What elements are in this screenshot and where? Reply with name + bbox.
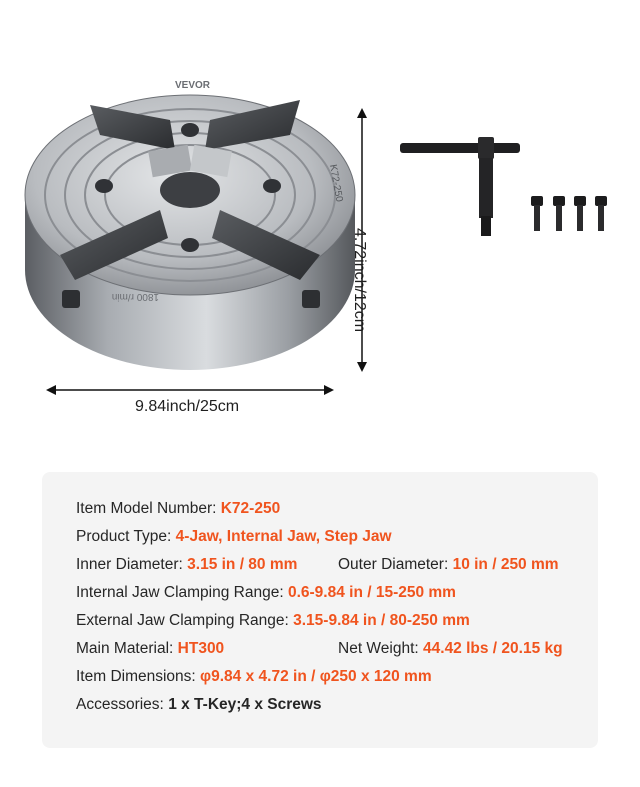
spec-value: 10 in / 250 mm xyxy=(452,556,559,573)
brand-marking: VEVOR xyxy=(175,80,211,91)
spec-label: Product Type: xyxy=(76,528,172,545)
spec-dimensions xyxy=(76,668,432,686)
spec-label: Inner Diameter: xyxy=(76,556,183,573)
center-bore xyxy=(160,172,220,208)
spec-type xyxy=(76,528,392,546)
rpm-marking: 1800 r/min xyxy=(111,291,159,302)
model-marking: K72-250 xyxy=(327,163,345,203)
spec-card xyxy=(42,472,598,748)
spec-label: Outer Diameter: xyxy=(338,556,449,573)
spec-value: 3.15 in / 80 mm xyxy=(187,556,298,573)
spec-accessories xyxy=(76,696,322,714)
spec-label: Main Material: xyxy=(76,640,174,657)
screws-icon xyxy=(531,196,607,231)
spec-label: External Jaw Clamping Range: xyxy=(76,612,289,629)
spec-value: 4-Jaw, Internal Jaw, Step Jaw xyxy=(175,528,392,545)
spec-external-range xyxy=(76,612,470,630)
spec-internal-range xyxy=(76,584,456,602)
spec-label: Item Model Number: xyxy=(76,500,217,517)
spec-outer-diameter xyxy=(338,556,559,574)
width-dimension-label: 9.84inch/25cm xyxy=(135,398,240,415)
spec-model xyxy=(76,500,280,518)
spec-value: HT300 xyxy=(177,640,225,657)
key-socket-left xyxy=(62,290,80,308)
height-dimension-label: 4.72inch/12cm xyxy=(351,228,368,333)
key-socket-right xyxy=(302,290,320,308)
spec-inner-diameter xyxy=(76,556,297,574)
spec-label: Item Dimensions: xyxy=(76,668,196,685)
spec-label: Net Weight: xyxy=(338,640,419,657)
spec-material xyxy=(76,640,224,658)
spec-weight xyxy=(338,640,563,658)
spec-value: 3.15-9.84 in / 80-250 mm xyxy=(293,612,470,629)
t-key-icon xyxy=(400,137,520,236)
spec-label: Internal Jaw Clamping Range: xyxy=(76,584,284,601)
spec-value: φ9.84 x 4.72 in / φ250 x 120 mm xyxy=(200,668,432,685)
spec-value: 1 x T-Key;4 x Screws xyxy=(168,696,322,713)
spec-value: K72-250 xyxy=(220,500,281,517)
width-dimension-line xyxy=(46,385,334,395)
spec-value: 0.6-9.84 in / 15-250 mm xyxy=(287,584,456,601)
spec-label: Accessories: xyxy=(76,696,164,713)
spec-value: 44.42 lbs / 20.15 kg xyxy=(423,640,563,657)
